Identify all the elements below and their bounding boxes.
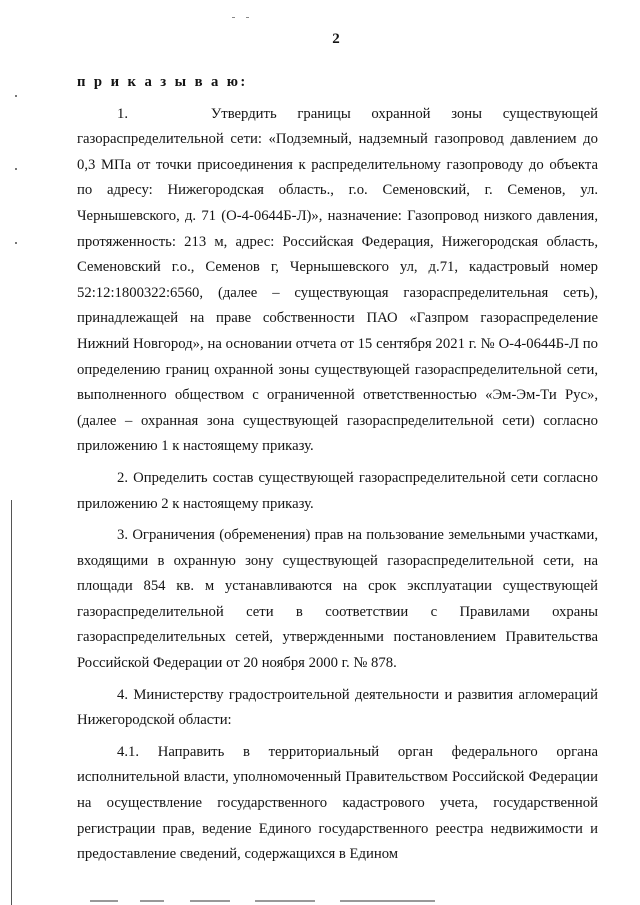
document-body — [77, 70, 598, 868]
scan-dash — [246, 17, 249, 18]
scan-speck — [15, 95, 17, 97]
paragraph-item-3: 3. Ограничения (обременения) прав на пользование земельными участками, входящими в охранную зону существующей газораспределительной сети, на площади 854 кв. м устанавливаются на срок эксплуатации существующей газораспределительной сети в соответствии с Правилами охраны газораспределительных сетей, утвержденными постановлением Правительства Российской Федерации от 20 ноября 2000 г. № 878. — [77, 527, 598, 672]
scan-speck — [15, 168, 17, 170]
scan-dash — [190, 900, 230, 902]
scan-dash — [255, 900, 315, 902]
scan-speck — [15, 242, 17, 244]
paragraph-item-4: 4. Министерству градостроительной деятельности и развития агломераций Нижегородской области: — [77, 686, 598, 729]
scan-dash — [232, 17, 235, 18]
paragraph-item-1: 1. Утвердить границы охранной зоны существующей газораспределительной сети: «Подземный, надземный газопровод давлением до 0,3 МПа от точки присоединения к распределительному газопроводу до объекта по адресу: Нижегородская область., г.о. Семеновский, г. Семенов, ул. Чернышевского, д. 71 (О-4-0644Б-Л)», назначение: Газопровод низкого давления, протяженность: 213 м, адрес: Российская Федерация, Нижегородская область, Семеновский г.о., Семенов г, Чернышевского ул, д.71, кадастровый номер 52:12:1800322:6560, (далее – существующая газораспределительная сеть), принадлежащей на праве собственности ПАО «Газпром газораспределение Нижний Новгород», на основании отчета от 15 сентября 2021 г. № О-4-0644Б-Л по определению границ охранной зоны существующей газораспределительной сети, выполненного обществом с ограниченной ответственностью «Эм-Эм-Ти Рус», (далее – охранная зона существующей газораспределительной сети) согласно приложению 1 к настоящему приказу. — [77, 105, 598, 455]
page-number: 2 — [332, 31, 340, 47]
scan-dash — [340, 900, 435, 902]
scan-dash — [140, 900, 164, 902]
scan-dash — [90, 900, 118, 902]
scan-edge-line — [11, 500, 12, 905]
paragraph-item-4-1: 4.1. Направить в территориальный орган федерального органа исполнительной власти, уполномоченный Правительством Российской Федерации на осуществление государственного кадастрового учета, государственной регистрации прав, ведение Единого государственного реестра недвижимости и предоставление сведений, содержащихся в Едином — [77, 743, 598, 863]
paragraph-item-2: 2. Определить состав существующей газораспределительной сети согласно приложению 2 к настоящему приказу. — [77, 469, 598, 512]
decree-word: п р и к а з ы в а ю: — [77, 74, 248, 90]
